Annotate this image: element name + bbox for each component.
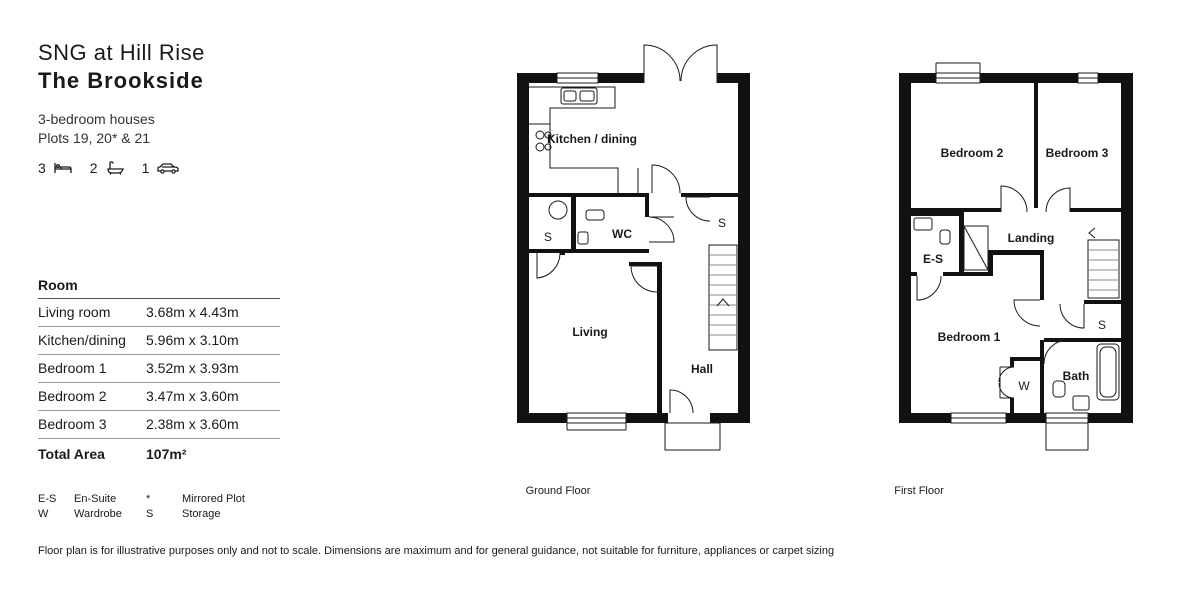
plots-text: Plots 19, 20* & 21 [38,130,151,146]
legend-abbr: * [146,493,151,505]
legend-meaning: Wardrobe [74,508,122,520]
room-dims: 3.52m x 3.93m [146,360,239,376]
disclaimer-text: Floor plan is for illustrative purposes only and not to scale. Dimensions are maximum and for general guidance, not suitable for furniture, appliances or carpet sizing [38,545,835,557]
landing-storage-label: S [1097,318,1107,332]
bedroom3-label: Bedroom 3 [1045,146,1109,160]
room-name: Bedroom 3 [38,416,107,432]
legend-abbr: E-S [38,493,57,505]
room-dims: 3.68m x 4.43m [146,304,239,320]
storage-label: S [543,230,553,244]
landing-label: Landing [1007,231,1055,245]
parking-count: 1 [141,160,150,176]
room-dims: 5.96m x 3.10m [146,332,239,348]
room-dims: 3.47m x 3.60m [146,388,239,404]
kitchen-label: Kitchen / dining [547,132,637,146]
hall-label: Hall [690,362,714,376]
room-name: Bedroom 2 [38,388,107,404]
bedroom2-label: Bedroom 2 [940,146,1004,160]
ground-floor-title: Ground Floor [525,485,591,497]
wardrobe-label: W [1018,379,1030,393]
legend-abbr: S [146,508,154,520]
bath-label: Bath [1062,369,1090,383]
legend-meaning: En-Suite [74,493,117,505]
table-header: Room [38,272,280,299]
living-label: Living [572,325,608,339]
room-name: Living room [38,304,111,320]
total-label: Total Area [38,446,105,462]
first-floor-title: First Floor [894,485,944,497]
ensuite-label: E-S [922,252,944,266]
room-name: Kitchen/dining [38,332,126,348]
total-value: 107m² [146,446,187,462]
bathroom-count: 2 [89,160,98,176]
bedroom-count: 3 [38,160,46,176]
room-dims: 2.38m x 3.60m [146,416,239,432]
legend-abbr: W [38,508,49,520]
bedroom1-label: Bedroom 1 [937,330,1001,344]
house-type-title: The Brookside [38,68,204,93]
development-name: SNG at Hill Rise [38,40,205,65]
legend-meaning: Mirrored Plot [182,493,245,505]
room-name: Bedroom 1 [38,360,107,376]
description-text: 3-bedroom houses [38,111,155,127]
wc-label: WC [612,227,632,241]
ground-floor-plan [517,45,750,450]
legend-meaning: Storage [182,508,221,520]
hall-storage-label: S [717,216,727,230]
